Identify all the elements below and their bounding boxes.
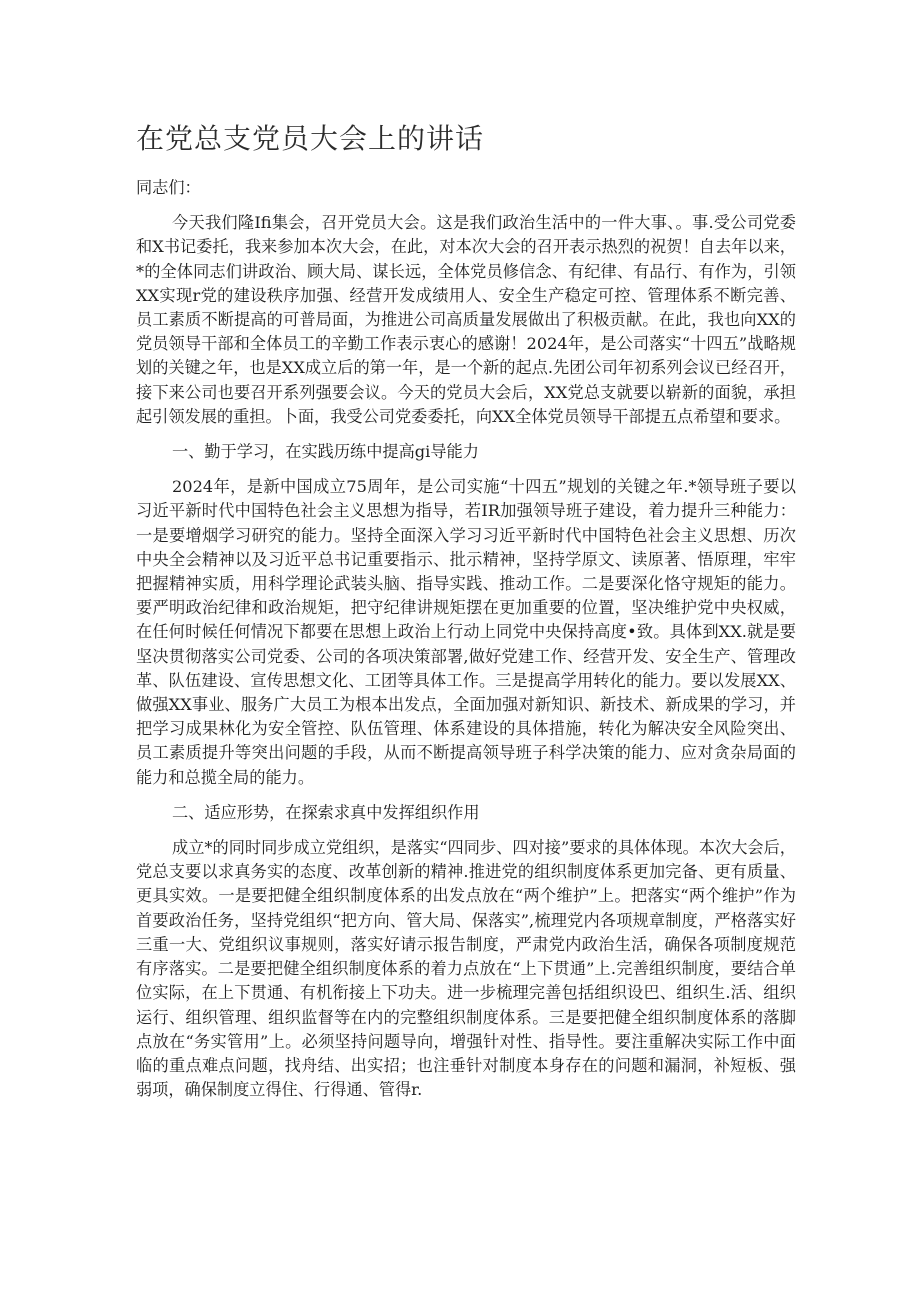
salutation: 同志们： [136,178,201,197]
section-heading-1: 一、勤于学习，在实践历练中提高gi导能力 [172,442,479,462]
section-heading-2: 二、适应形势，在探索求真中发挥组织作用 [172,802,480,822]
paragraph-intro: 今天我们隆Ifi集会，召开党员大会。这是我们政治生活中的一件大事、。事.受公司党委和X书记委托，我来参加本次大会，在此，对本次大会的召开表示热烈的祝贺！自去年以来，*的全体同志们讲政治、顾大局、谋长远，全体党员修信念、有纪律、有品行、有作为，引领XX实现r党的建设秩序加强、经营开发成绩用人、安全生产稳定可控、管理体系不断完善、员工素质不断提高的可普局面，为推进公司高质量发展做出了积极贡献。在此，我也向XX的党员领导干部和全体员工的辛勤工作表示衷心的感谢！2024年，是公司落实“十四五”战略规划的关键之年，也是XX成立后的第一年，是一个新的起点.先团公司年初系列会议已经召开，接下来公司也要召开系列强要会议。今天的党员大会后，XX党总支就要以崭新的面貌，承担起引领发展的重担。卜面，我受公司党委委托，向XX全体党员领导干部提五点希望和要求。 [136,213,796,426]
document-title: 在党总支党员大会上的讲话 [136,122,485,155]
document-body [136,176,796,1113]
paragraph-section-2: 成立*的同时同步成立党组织，是落实“四同步、四对接”要求的具体体现。本次大会后，党总支要以求真务实的态度、改革创新的精神.推进党的组织制度体系更加完备、更有质量、更具实效。一是要把健全组织制度体系的出发点放在“两个维护”上。把落实“两个维护”作为首要政治任务，坚持党组织“把方向、管大局、保落实”,梳理党内各项规章制度，严格落实好三重一大、党组织议事规则，落实好请示报告制度，严肃党内政治生活，确保各项制度规范有序落实。二是要把健全组织制度体系的着力点放在“上下贯通”上.完善组织制度，要结合单位实际，在上下贯通、有机衔接上下功夫。进一步梳理完善包括组织设巴、组织生.活、组织运行、组织管理、组织监督等在内的完整组织制度体系。三是要把健全组织制度体系的落脚点放在“务实管用”上。必须坚持问题导向，增强针对性、指导性。要注重解决实际工作中面临的重点难点问题，找舟结、出实招；也注垂针对制度本身存在的问题和漏洞，补短板、强弱项，确保制度立得住、行得通、管得r. [136,838,796,1100]
paragraph-section-1: 2024年，是新中国成立75周年，是公司实施“十四五”规划的关键之年.*领导班子要以习近平新时代中国特色社会主义思想为指导，若IR加强领导班子建设，着力提升三种能力：一是要增烟学习研究的能力。坚持全面深入学习习近平新时代中国特色社会主义思想、历次中央全会精神以及习近平总书记重要指示、批示精神，坚持学原文、读原著、悟原理，牢牢把握精神实质，用科学理论武装头脑、指导实践、推动工作。二是要深化恪守规矩的能力。要严明政治纪律和政治规矩，把守纪律讲规矩摆在更加重要的位置，坚决维护党中央权威，在任何时候任何情况下都要在思想上政治上行动上同党中央保持高度•致。具体到XX.就是要坚决贯彻落实公司党委、公司的各项决策部署,做好党建工作、经营开发、安全生产、管理改革、队伍建设、宣传思想文化、工团等具体工作。三是提高学用转化的能力。要以发展XX、做强XX事业、服务广大员工为根本出发点，全面加强对新知识、新技术、新成果的学习，并把学习成果林化为安全管控、队伍管理、体系建设的具体措施，转化为解决安全风险突出、员工素质提升等突出问题的手段，从而不断提高领导班子科学决策的能力、应对贪杂局面的能力和总揽全局的能力。 [136,477,796,787]
